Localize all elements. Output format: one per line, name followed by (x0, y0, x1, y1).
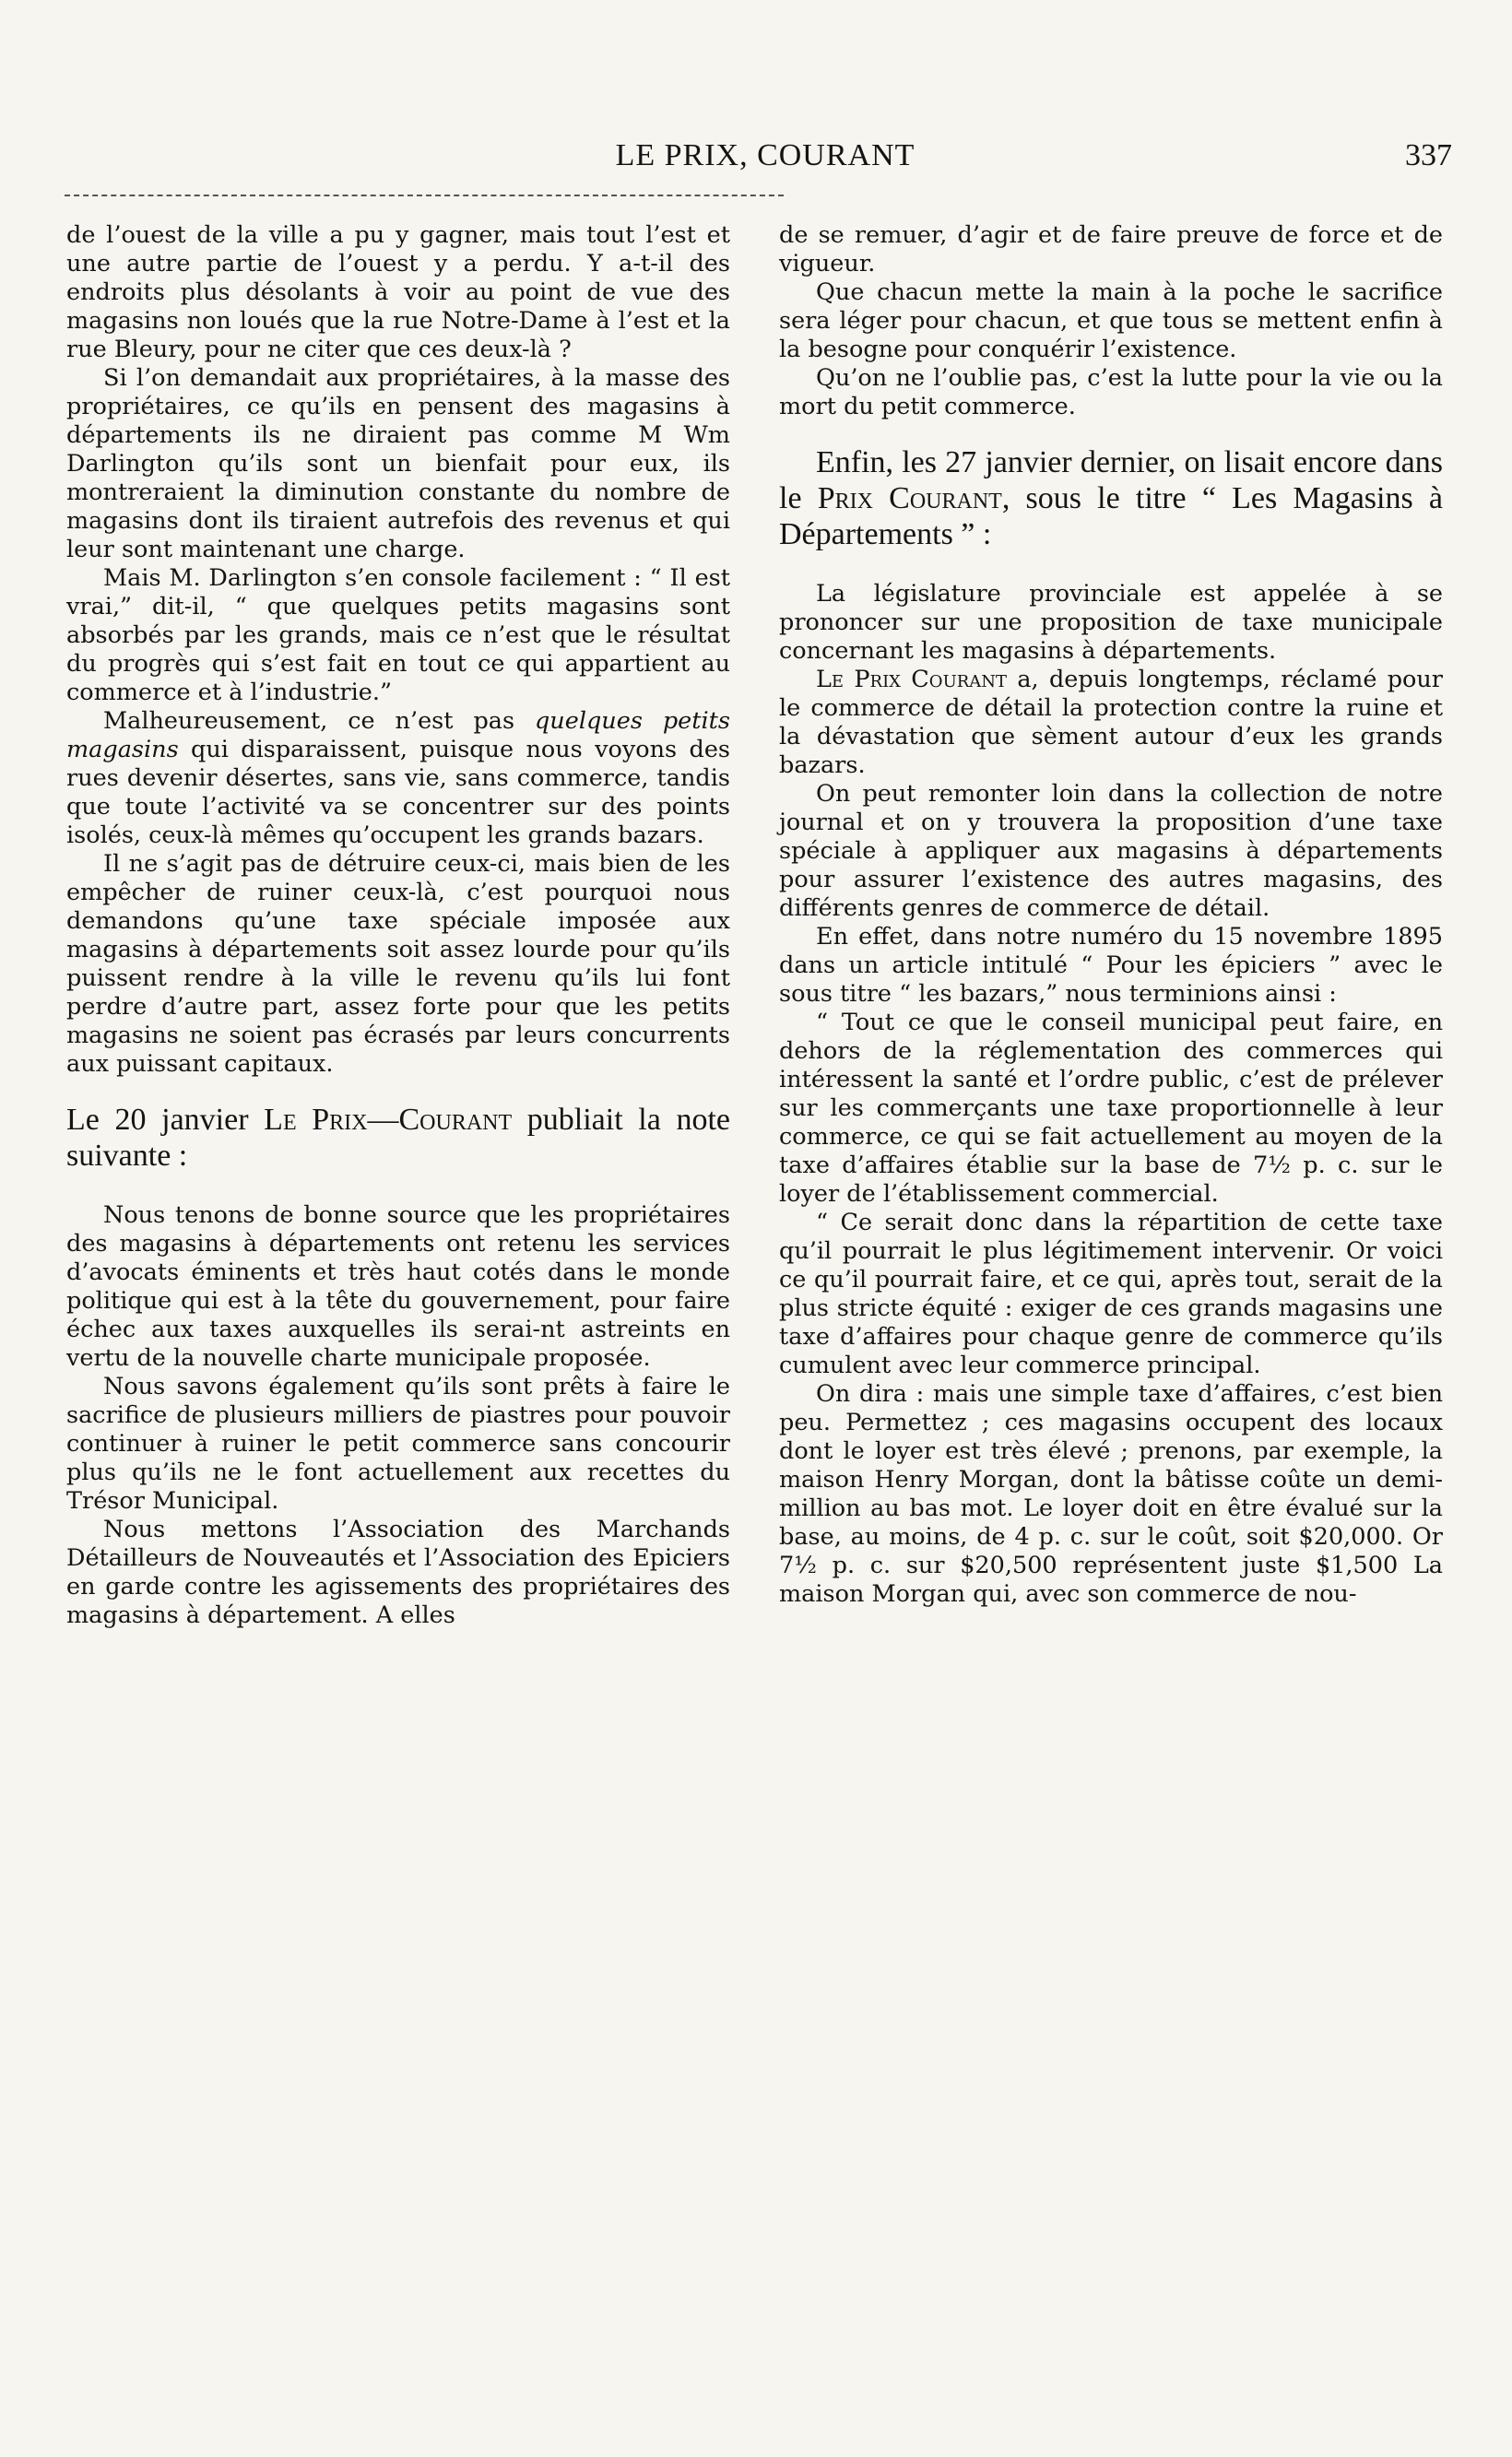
quoted-paragraph: En effet, dans notre numéro du 15 novembre 1895 dans un article intitulé “ Pour les épiciers ” avec le sous titre “ les bazars,” nous terminions ainsi : (779, 923, 1443, 1008)
quoted-paragraph: Nous tenons de bonne source que les propriétaires des magasins à départements ont retenu les services d’avocats éminents et très haut cotés dans le monde politique qui est à la tête du gouvernement, pour faire échec aux taxes auxquelles ils serai-nt astreints en vertu de la nouvelle charte municipale proposée. (66, 1201, 730, 1372)
text-run: Le 20 janvier (66, 1103, 265, 1137)
journal-name: Prix Courant (817, 481, 1002, 515)
text-run: Malheureusement, ce n’est pas (103, 707, 535, 735)
text-run: publiait la note suivante : (66, 1103, 731, 1173)
right-column (779, 221, 1443, 1609)
quoted-paragraph: de se remuer, d’agir et de faire preuve de force et de vigueur. (779, 221, 1443, 278)
text-run: Enfin, les 27 janvier dernier, on lisait encore dans le (779, 445, 1443, 515)
page-header (55, 138, 1475, 180)
journal-name: Le Prix Courant (816, 666, 1008, 693)
quoted-paragraph: Que chacun mette la main à la poche le sacrifice sera léger pour chacun, et que tous se mettent enfin à la besogne pour conquérir l’existence. (779, 278, 1443, 363)
emphasis: quelques petits magasins (66, 707, 730, 763)
quoted-paragraph: “ Ce serait donc dans la répartition de cette taxe qu’il pourrait le plus légitimement intervenir. Or voici ce qu’il pourrait faire, et ce qui, après tout, serait de la plus stricte équité : exiger de ces grands magasins une taxe d’affaires pour chaque genre de commerce qu’ils cumulent avec leur commerce principal. (779, 1209, 1443, 1379)
text-run: , sous le titre “ Les Magasins à Départements ” : (779, 481, 1443, 551)
paragraph: de l’ouest de la ville a pu y gagner, mais tout l’est et une autre partie de l’ouest y a perdu. Y a-t-il des endroits plus désolants à voir au point de vue des magasins non loués que la rue Notre-Dame à l’est et la rue Bleury, pour ne citer que ces deux-là ? (66, 221, 730, 363)
text-run: qui disparaissent, puisque nous voyons des rues devenir désertes, sans vie, sans commerce, tandis que toute l’activité va se concentrer sur des points isolés, ceux-là mêmes qu’occupent les grands bazars. (66, 736, 730, 849)
journal-name: Le Prix—Courant (264, 1103, 513, 1137)
text-run: a, depuis longtemps, réclamé pour le commerce de détail la protection contre la ruine et la dévastation que sèment autour d’eux les grands bazars. (779, 666, 1443, 779)
quoted-paragraph: Nous mettons l’Association des Marchands Détailleurs de Nouveautés et l’Association des Epiciers en garde contre les agissements des propriétaires des magasins à département. A elles (66, 1516, 730, 1629)
quoted-paragraph: Nous savons également qu’ils sont prêts à faire le sacrifice de plusieurs milliers de piastres pour pouvoir continuer à ruiner le petit commerce sans concourir plus qu’ils ne le font actuellement aux recettes du Trésor Municipal. (66, 1373, 730, 1515)
paragraph (66, 707, 730, 850)
section-intro (66, 1102, 730, 1174)
page-number: 337 (1405, 138, 1452, 172)
section-intro (779, 444, 1443, 552)
running-title: LE PRIX, COURANT (615, 138, 915, 172)
quoted-paragraph: “ Tout ce que le conseil municipal peut faire, en dehors de la réglementation des commerces qui intéressent la santé et l’ordre public, c’est de prélever sur les commerçants une taxe proportionnelle à leur commerce, ce qui se fait actuellement au moyen de la taxe d’affaires établie sur la base de 7½ p. c. sur le loyer de l’établissement commercial. (779, 1009, 1443, 1208)
quoted-paragraph: Qu’on ne l’oublie pas, c’est la lutte pour la vie ou la mort du petit commerce. (779, 364, 1443, 420)
paragraph: Si l’on demandait aux propriétaires, à la masse des propriétaires, ce qu’ils en pensent des magasins à départements ils ne diraient pas comme M Wm Darlington qu’ils sont un bienfait pour eux, ils montreraient la diminution constante du nombre de magasins dont ils tiraient autrefois des revenus et qui leur sont maintenant une charge. (66, 364, 730, 563)
paragraph: Mais M. Darlington s’en console facilement : “ Il est vrai,” dit-il, “ que quelques petits magasins sont absorbés par les grands, mais ce n’est que le résultat du progrès qui s’est fait en tout ce qui appartient au commerce et à l’industrie.” (66, 564, 730, 706)
quoted-paragraph: On peut remonter loin dans la collection de notre journal et on y trouvera la proposition d’une taxe spéciale à appliquer aux magasins à départements pour assurer l’existence des autres magasins, des différents genres de commerce de détail. (779, 780, 1443, 922)
paragraph: Il ne s’agit pas de détruire ceux-ci, mais bien de les empêcher de ruiner ceux-là, c’est pourquoi nous demandons qu’une taxe spéciale imposée aux magasins à départements soit assez lourde pour qu’ils puissent rendre à la ville le revenu qu’ils lui font perdre d’autre part, assez forte pour que les petits magasins ne soient pas écrasés par leurs concurrents aux puissant capitaux. (66, 850, 730, 1078)
header-rule (65, 195, 784, 196)
quoted-paragraph: La législature provinciale est appelée à se prononcer sur une proposition de taxe municipale concernant les magasins à départements. (779, 580, 1443, 665)
quoted-paragraph (779, 666, 1443, 780)
left-column (66, 221, 730, 1630)
quoted-paragraph: On dira : mais une simple taxe d’affaires, c’est bien peu. Permettez ; ces magasins occupent des locaux dont le loyer est très élevé ; prenons, par exemple, la maison Henry Morgan, dont la bâtisse coûte un demi-million au bas mot. Le loyer doit en être évalué sur la base, au moins, de 4 p. c. sur le coût, soit $20,000. Or 7½ p. c. sur $20,500 représentent juste $1,500 La maison Morgan qui, avec son commerce de nou- (779, 1380, 1443, 1608)
